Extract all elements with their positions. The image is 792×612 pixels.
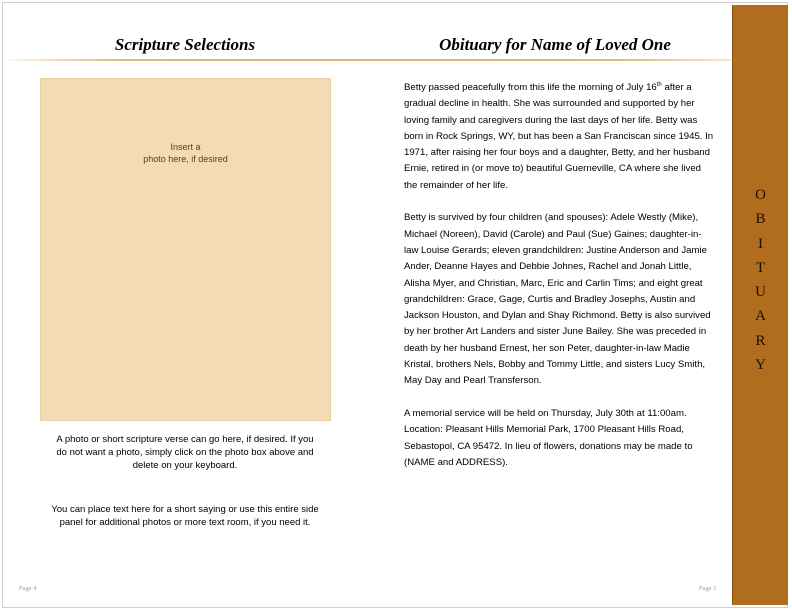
band-letter: T bbox=[755, 259, 766, 276]
band-letter: Y bbox=[755, 357, 766, 374]
photo-caption-line1: Insert a bbox=[170, 142, 201, 152]
obituary-paragraph-1 bbox=[404, 80, 714, 194]
scripture-heading: Scripture Selections bbox=[114, 35, 256, 54]
obituary-heading: Obituary for Name of Loved One bbox=[439, 35, 671, 54]
ordinal-suffix: th bbox=[656, 81, 662, 88]
obituary-para1-start: Betty passed peacefully from this life the morning of July 16 bbox=[404, 82, 657, 93]
obituary-paragraph-3: A memorial service will be held on Thursday, July 30th at 11:00am. Location: Pleasant Hills Memorial Park, 1700 Pleasant Hills Road, Sebastopol, CA 95472. In lieu of flowers, donations may be made to (NAME and ADDRESS). bbox=[404, 407, 693, 468]
band-letter: U bbox=[755, 284, 766, 301]
page-number-left: Page 4 bbox=[19, 585, 37, 592]
band-letter: O bbox=[755, 187, 766, 203]
photo-placeholder[interactable] bbox=[40, 78, 331, 421]
page-number-right: Page 5 bbox=[699, 585, 717, 592]
band-letters bbox=[733, 183, 788, 377]
side-text-photo-note: A photo or short scripture verse can go here, if desired. If you do not want a photo, simply click on the photo box above and delete on your keyboard. bbox=[56, 434, 314, 471]
side-text-panel-note: You can place text here for a short saying or use this entire side panel for additional photos or more text room, if you need it. bbox=[51, 504, 319, 528]
photo-caption-line2: photo here, if desired bbox=[143, 154, 228, 164]
band-letter: B bbox=[755, 211, 766, 228]
obituary-body bbox=[404, 80, 714, 487]
band-letter: R bbox=[755, 332, 766, 349]
obituary-para1-rest: after a gradual decline in health. She was surrounded and supported by her loving family and caregivers during the last days of her life. Betty was born in Rock Springs, WY, but has been a San Franciscan since 1945. In 1971, after raising her four boys and a daughter, Betty, and her husband Ernie, retired in (or move to) beautiful Guerneville, CA where she lived the remainder of her life. bbox=[404, 82, 714, 191]
obituary-paragraph-2: Betty is survived by four children (and spouses): Adele Westly (Mike), Michael (Noreen), David (Carole) and Paul (Sue) Gaines; daughter-in-law Louise Gerards; eleven grandchildren: Justine Anderson and Jamie Ander, Deanne Hayes and Debbie Johnes, Rachel and Jonah Little, Alisha Myer, and Christian, Marc, Eric and Carlin Tims; and eight great grandchildren: Grace, Gage, Curtis and Bradley Josephs, Austin and Jackson Houston, and Dylan and Shay Richmond. Betty is also survived by her brother Art Landers and sister June Bailey. She was preceded in death by her husband Ernest, her son Peter, daughter-in-law Madie Kristal, brothers Nels, Bobby and Tommy Little, and sisters Lucy Smith, May Day and Pearl Transferson. bbox=[404, 212, 711, 387]
photo-placeholder-caption bbox=[41, 141, 330, 165]
band-letter: I bbox=[758, 235, 763, 252]
band-letter: A bbox=[755, 308, 766, 325]
heading-rule bbox=[8, 59, 731, 61]
obituary-side-band bbox=[732, 5, 788, 605]
